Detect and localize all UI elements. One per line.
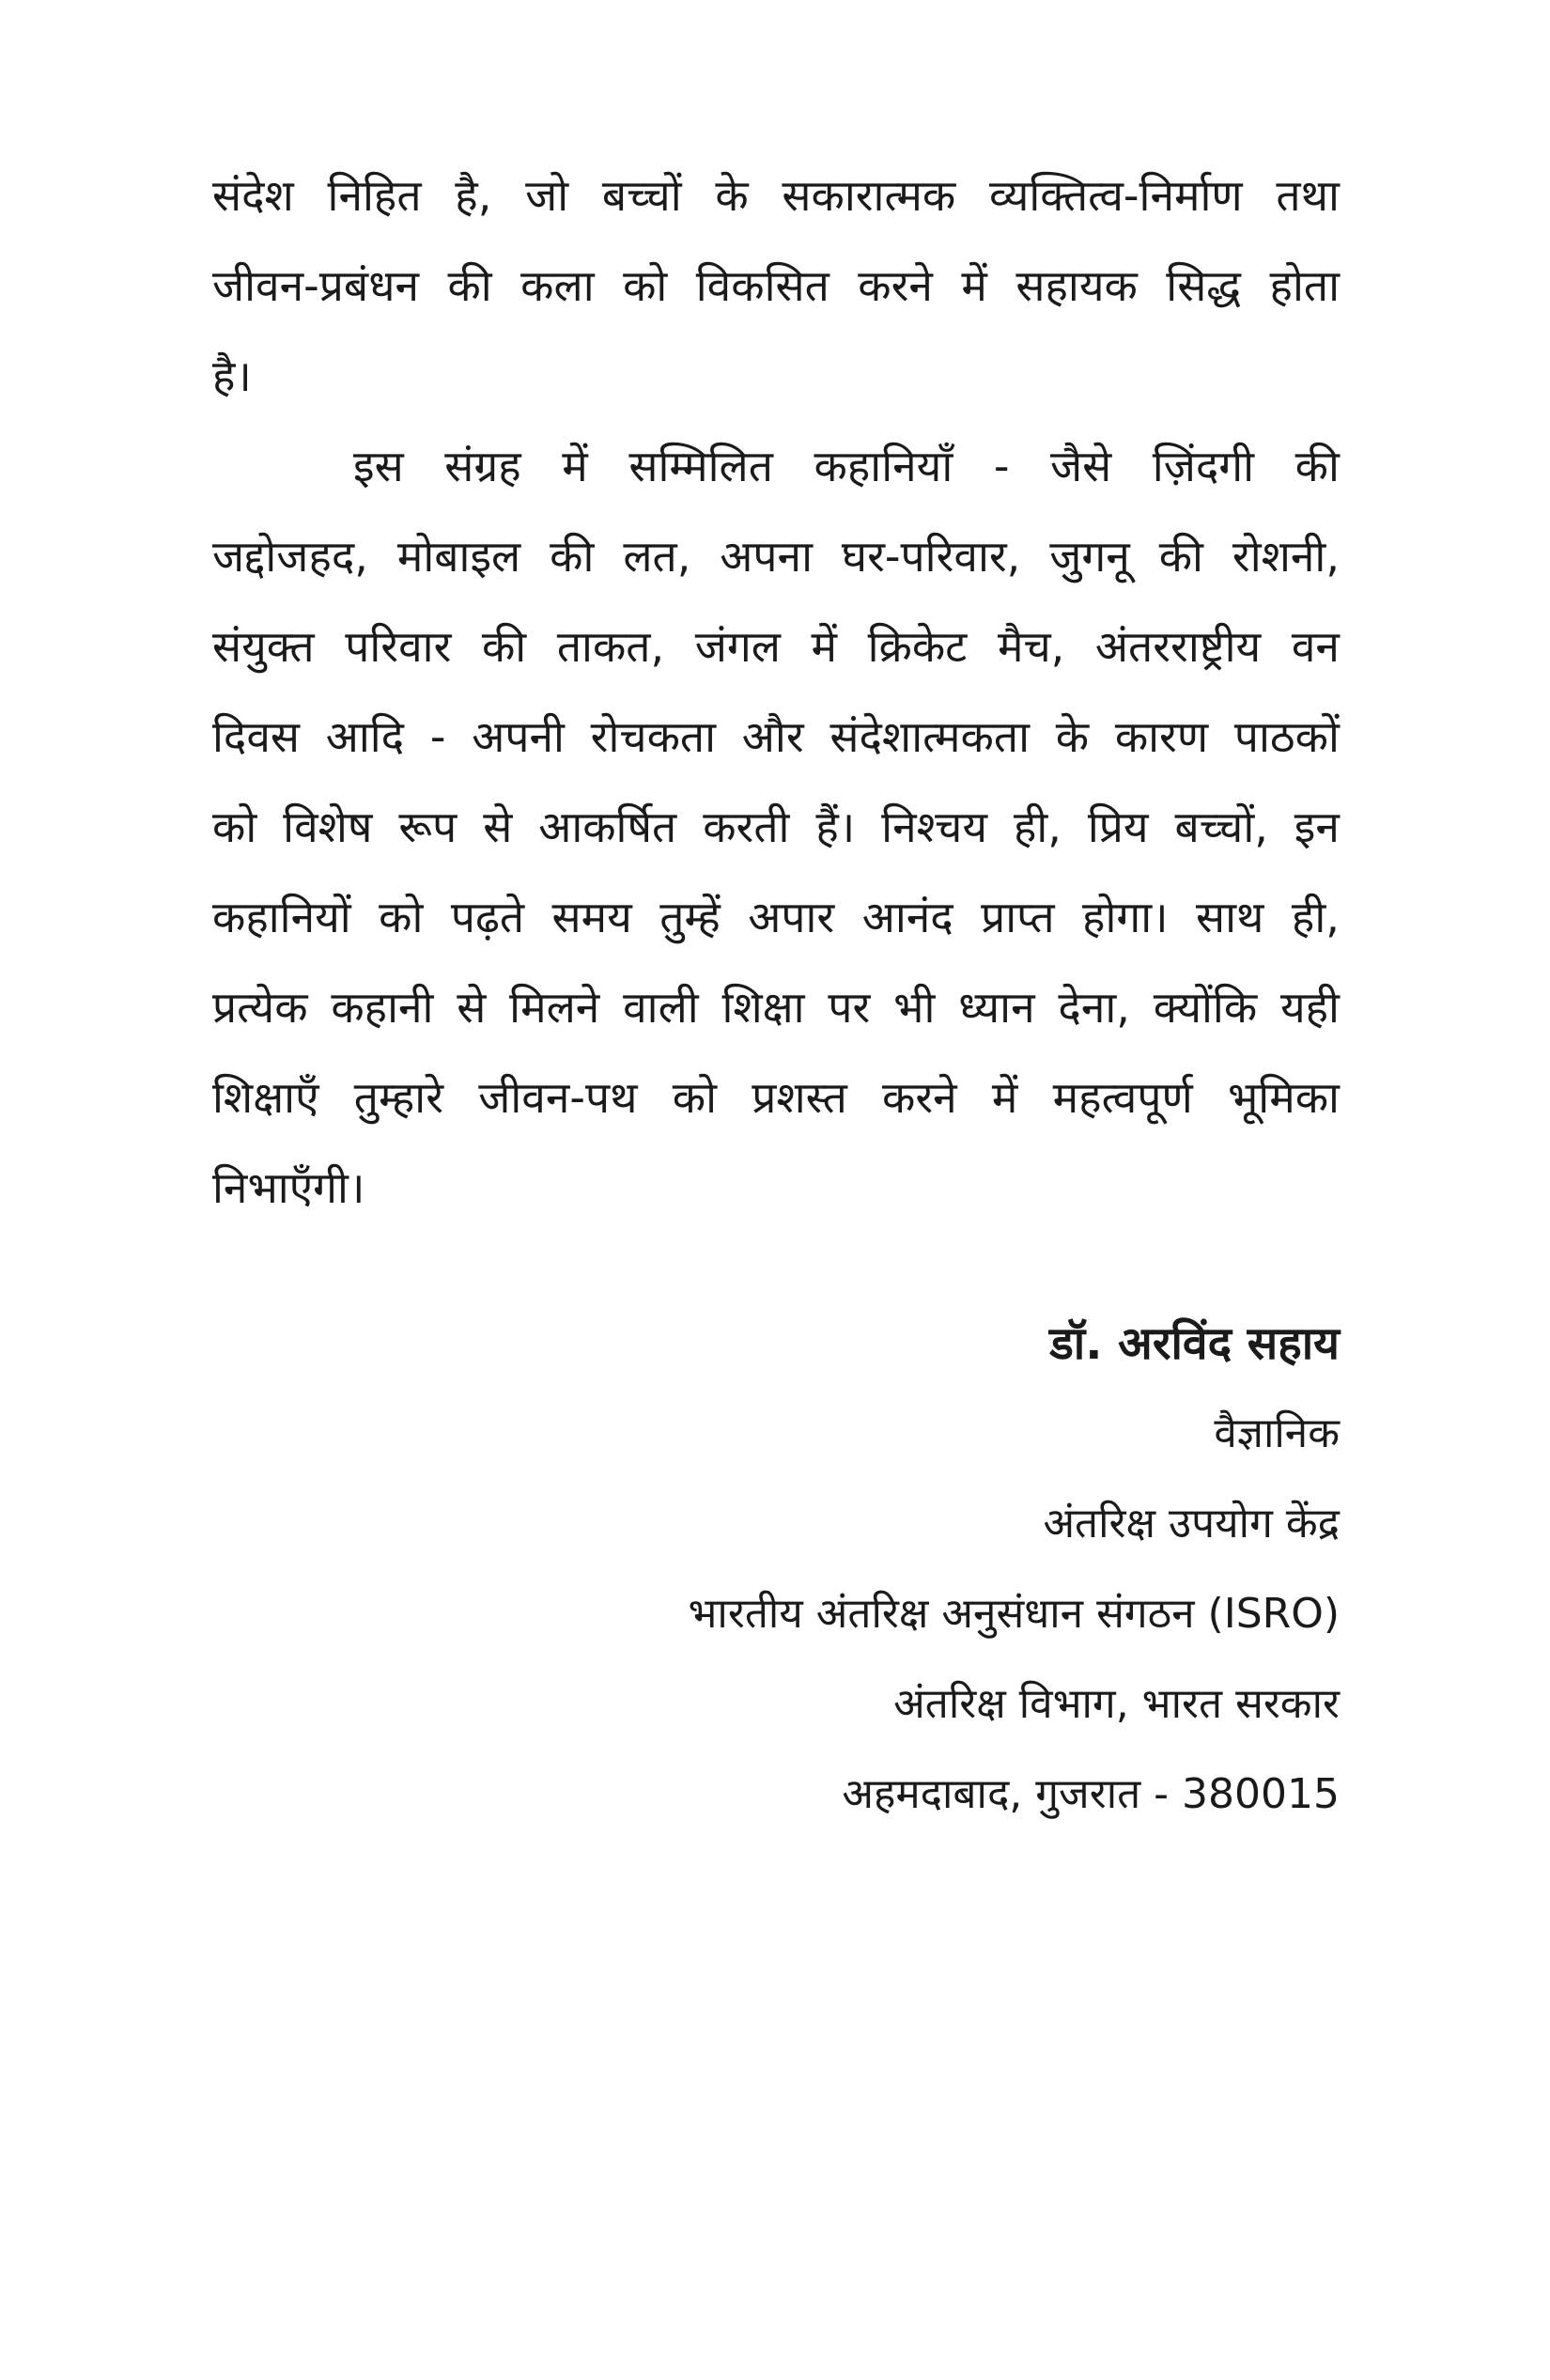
author-address: अहमदाबाद, गुजरात - 380015 <box>842 1770 1340 1818</box>
paragraph-line: जीवन-प्रबंधन की कला को विकसित करने में सहायक सिद्ध होता <box>212 260 1340 311</box>
paragraph-line: दिवस आदि - अपनी रोचकता और संदेशात्मकता के कारण पाठकों <box>212 711 1340 762</box>
author-organisation: भारतीय अंतरिक्ष अनुसंधान संगठन (ISRO) <box>688 1590 1340 1638</box>
paragraph-line: इस संग्रह में सम्मिलित कहानियाँ - जैसे ज़िंदगी की <box>353 441 1340 491</box>
signature-block <box>689 1299 1341 1840</box>
author-designation: वैज्ञानिक <box>1214 1409 1340 1457</box>
paragraph-line: निभाएँगी। <box>212 1162 365 1213</box>
paragraph-line: शिक्षाएँ तुम्हारे जीवन-पथ को प्रशस्त करने में महत्वपूर्ण भूमिका <box>212 1072 1340 1123</box>
body-text <box>212 150 1340 1233</box>
paragraph-line: जद्दोजहद, मोबाइल की लत, अपना घर-परिवार, जुगनू की रोशनी, <box>212 531 1340 582</box>
paragraph-line: प्रत्येक कहानी से मिलने वाली शिक्षा पर भी ध्यान देना, क्योंकि यही <box>212 982 1340 1033</box>
paragraph-line: संयुक्त परिवार की ताकत, जंगल में क्रिकेट मैच, अंतरराष्ट्रीय वन <box>212 621 1340 672</box>
author-centre: अंतरिक्ष उपयोग केंद्र <box>1043 1500 1340 1548</box>
author-name: डॉ. अरविंद सहाय <box>1049 1317 1340 1370</box>
paragraph-line: संदेश निहित है, जो बच्चों के सकारात्मक व्यक्तित्व-निर्माण तथा <box>212 170 1340 221</box>
paragraph-line: कहानियों को पढ़ते समय तुम्हें अपार आनंद प्राप्त होगा। साथ ही, <box>212 892 1340 942</box>
author-department: अंतरिक्ष विभाग, भारत सरकार <box>893 1680 1340 1728</box>
paragraph-line: है। <box>212 350 252 401</box>
paragraph-line: को विशेष रूप से आकर्षित करती हैं। निश्चय ही, प्रिय बच्चों, इन <box>212 801 1340 852</box>
